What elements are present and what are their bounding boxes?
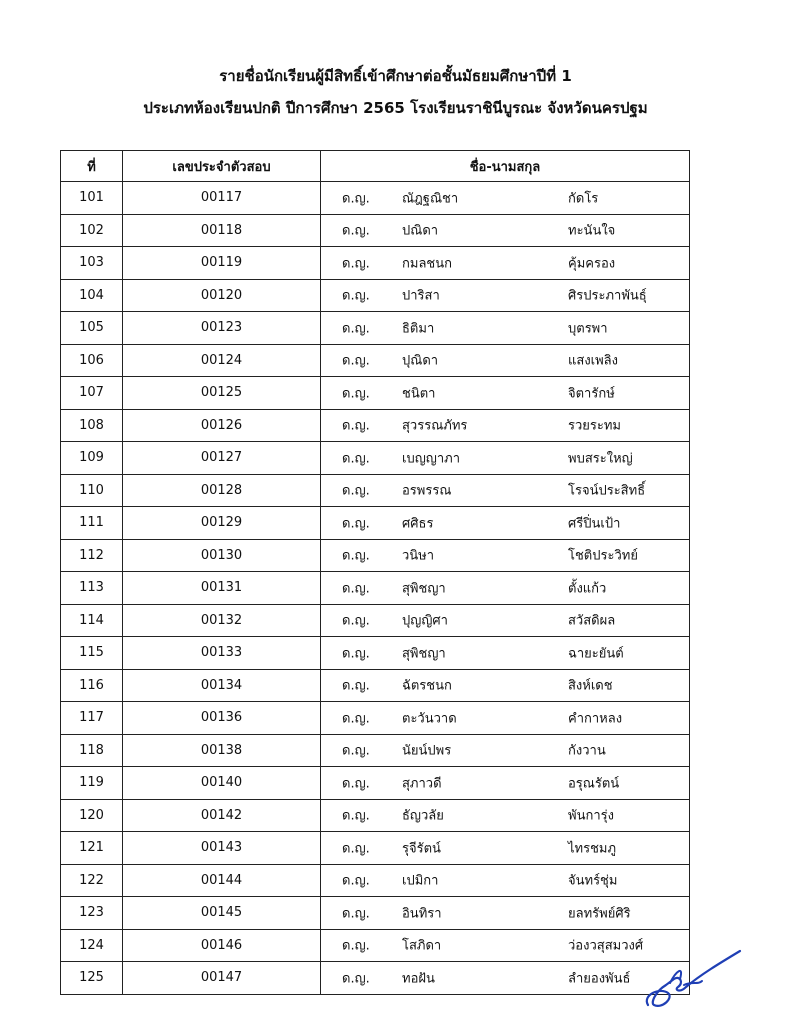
row-last-name: ศรีปิ่นเป้า: [568, 516, 621, 532]
row-exam-id: 00140: [123, 767, 321, 800]
row-exam-id: 00143: [123, 832, 321, 865]
row-prefix: ด.ญ.: [342, 613, 370, 629]
row-first-name: ปาริสา: [402, 288, 440, 304]
row-no: 117: [61, 702, 123, 735]
row-name-cell: [321, 474, 690, 507]
row-first-name: ณัฎฐณิชา: [402, 191, 459, 207]
table-row: [61, 377, 690, 410]
row-prefix: ด.ญ.: [342, 841, 370, 857]
row-no: 119: [61, 767, 123, 800]
row-prefix: ด.ญ.: [342, 678, 370, 694]
row-no: 104: [61, 279, 123, 312]
header-row: [61, 151, 690, 182]
row-first-name: ฉัตรชนก: [402, 678, 452, 694]
row-no: 101: [61, 182, 123, 215]
row-first-name: อินทิรา: [402, 906, 442, 922]
row-exam-id: 00120: [123, 279, 321, 312]
row-last-name: ทะนันใจ: [568, 223, 616, 239]
row-last-name: ศิรประภาพันธุ์: [568, 288, 647, 304]
row-no: 111: [61, 507, 123, 540]
table-body: [61, 182, 690, 995]
table-row: [61, 799, 690, 832]
row-no: 103: [61, 247, 123, 280]
row-name-cell: [321, 182, 690, 215]
row-exam-id: 00129: [123, 507, 321, 540]
row-name-cell: [321, 702, 690, 735]
row-prefix: ด.ญ.: [342, 971, 370, 987]
row-exam-id: 00127: [123, 442, 321, 475]
table-row: [61, 767, 690, 800]
row-prefix: ด.ญ.: [342, 711, 370, 727]
row-prefix: ด.ญ.: [342, 776, 370, 792]
row-last-name: อรุณรัตน์: [568, 776, 620, 792]
row-first-name: นัยน์ปพร: [402, 743, 452, 759]
row-last-name: ตั้งแก้ว: [568, 581, 607, 597]
row-last-name: ว่องวสุสมวงศ์: [568, 938, 644, 954]
row-prefix: ด.ญ.: [342, 353, 370, 369]
row-name-cell: [321, 409, 690, 442]
row-exam-id: 00146: [123, 929, 321, 962]
row-first-name: สุวรรณภัทร: [402, 418, 468, 434]
row-exam-id: 00130: [123, 539, 321, 572]
row-first-name: เบญญาภา: [402, 451, 461, 467]
row-name-cell: [321, 572, 690, 605]
table-row: [61, 669, 690, 702]
row-prefix: ด.ญ.: [342, 386, 370, 402]
table-row: [61, 442, 690, 475]
row-first-name: สุพิชญา: [402, 581, 446, 597]
row-name-cell: [321, 669, 690, 702]
row-name-cell: [321, 279, 690, 312]
row-prefix: ด.ญ.: [342, 808, 370, 824]
table-row: [61, 182, 690, 215]
row-name-cell: [321, 832, 690, 865]
row-prefix: ด.ญ.: [342, 256, 370, 272]
row-last-name: สิงห์เดช: [568, 678, 613, 694]
row-no: 110: [61, 474, 123, 507]
row-no: 121: [61, 832, 123, 865]
row-prefix: ด.ญ.: [342, 451, 370, 467]
row-exam-id: 00119: [123, 247, 321, 280]
row-prefix: ด.ญ.: [342, 743, 370, 759]
row-no: 122: [61, 864, 123, 897]
row-first-name: วนิษา: [402, 548, 435, 564]
row-last-name: กังวาน: [568, 743, 606, 759]
row-last-name: ลำยองพันธ์: [568, 971, 631, 987]
row-name-cell: [321, 637, 690, 670]
row-first-name: ชนิตา: [402, 386, 436, 402]
row-exam-id: 00134: [123, 669, 321, 702]
row-no: 106: [61, 344, 123, 377]
row-name-cell: [321, 539, 690, 572]
row-name-cell: [321, 929, 690, 962]
row-prefix: ด.ญ.: [342, 483, 370, 499]
row-exam-id: 00138: [123, 734, 321, 767]
row-prefix: ด.ญ.: [342, 548, 370, 564]
row-first-name: ปุญญิศา: [402, 613, 448, 629]
row-prefix: ด.ญ.: [342, 418, 370, 434]
row-first-name: ธัญวลัย: [402, 808, 444, 824]
row-exam-id: 00132: [123, 604, 321, 637]
row-exam-id: 00123: [123, 312, 321, 345]
row-last-name: คำกาหลง: [568, 711, 623, 727]
table-row: [61, 572, 690, 605]
row-no: 113: [61, 572, 123, 605]
table-row: [61, 279, 690, 312]
row-first-name: โสภิดา: [402, 938, 442, 954]
student-list-table: [60, 150, 690, 995]
table-header: [61, 151, 690, 182]
row-exam-id: 00124: [123, 344, 321, 377]
row-no: 123: [61, 897, 123, 930]
row-prefix: ด.ญ.: [342, 321, 370, 337]
table-row: [61, 312, 690, 345]
table-row: [61, 702, 690, 735]
row-first-name: ธิติมา: [402, 321, 435, 337]
row-exam-id: 00144: [123, 864, 321, 897]
row-first-name: ทอฝัน: [402, 971, 435, 987]
row-first-name: สุพิชญา: [402, 646, 446, 662]
row-last-name: สวัสดิผล: [568, 613, 616, 629]
row-exam-id: 00142: [123, 799, 321, 832]
row-no: 120: [61, 799, 123, 832]
row-first-name: ศศิธร: [402, 516, 434, 532]
row-exam-id: 00145: [123, 897, 321, 930]
row-no: 107: [61, 377, 123, 410]
row-no: 112: [61, 539, 123, 572]
header-exam-id: เลขประจำตัวสอบ: [123, 151, 321, 182]
row-first-name: กมลชนก: [402, 256, 452, 272]
row-first-name: สุภาวดี: [402, 776, 442, 792]
row-prefix: ด.ญ.: [342, 873, 370, 889]
row-exam-id: 00125: [123, 377, 321, 410]
row-name-cell: [321, 507, 690, 540]
row-name-cell: [321, 214, 690, 247]
row-name-cell: [321, 767, 690, 800]
row-first-name: ปุณิดา: [402, 353, 439, 369]
row-last-name: พันการุ่ง: [568, 808, 614, 824]
table-row: [61, 247, 690, 280]
row-last-name: ไทรชมภู: [568, 841, 617, 857]
row-exam-id: 00133: [123, 637, 321, 670]
row-prefix: ด.ญ.: [342, 516, 370, 532]
table-row: [61, 832, 690, 865]
row-name-cell: [321, 344, 690, 377]
row-name-cell: [321, 799, 690, 832]
row-prefix: ด.ญ.: [342, 938, 370, 954]
row-name-cell: [321, 864, 690, 897]
row-no: 114: [61, 604, 123, 637]
row-last-name: คุ้มครอง: [568, 256, 616, 272]
row-no: 115: [61, 637, 123, 670]
row-last-name: แสงเพลิง: [568, 353, 618, 369]
table-row: [61, 539, 690, 572]
row-name-cell: [321, 377, 690, 410]
row-no: 109: [61, 442, 123, 475]
row-last-name: จิตารักษ์: [568, 386, 615, 402]
row-no: 125: [61, 962, 123, 995]
row-exam-id: 00136: [123, 702, 321, 735]
row-first-name: ปณิดา: [402, 223, 439, 239]
table-row: [61, 637, 690, 670]
row-exam-id: 00128: [123, 474, 321, 507]
row-exam-id: 00147: [123, 962, 321, 995]
row-exam-id: 00118: [123, 214, 321, 247]
row-prefix: ด.ญ.: [342, 646, 370, 662]
row-exam-id: 00117: [123, 182, 321, 215]
row-name-cell: [321, 897, 690, 930]
row-prefix: ด.ญ.: [342, 581, 370, 597]
row-exam-id: 00126: [123, 409, 321, 442]
handwritten-signature: [640, 935, 750, 1015]
row-prefix: ด.ญ.: [342, 223, 370, 239]
table-row: [61, 864, 690, 897]
row-name-cell: [321, 734, 690, 767]
table-row: [61, 929, 690, 962]
row-exam-id: 00131: [123, 572, 321, 605]
row-name-cell: [321, 604, 690, 637]
table-row: [61, 409, 690, 442]
table-row: [61, 962, 690, 995]
row-no: 105: [61, 312, 123, 345]
row-no: 124: [61, 929, 123, 962]
row-last-name: รวยระทม: [568, 418, 622, 434]
row-first-name: ตะวันวาด: [402, 711, 457, 727]
row-first-name: อรพรรณ: [402, 483, 452, 499]
row-last-name: โรจน์ประสิทธิ์: [568, 483, 646, 499]
row-name-cell: [321, 962, 690, 995]
table-row: [61, 734, 690, 767]
table-row: [61, 214, 690, 247]
row-no: 102: [61, 214, 123, 247]
header-name: ชื่อ-นามสกุล: [321, 151, 690, 182]
header-no: ที่: [61, 151, 123, 182]
row-prefix: ด.ญ.: [342, 191, 370, 207]
row-last-name: พบสระใหญ่: [568, 451, 633, 467]
table-row: [61, 344, 690, 377]
table-row: [61, 507, 690, 540]
row-first-name: เปมิกา: [402, 873, 439, 889]
row-no: 118: [61, 734, 123, 767]
row-no: 116: [61, 669, 123, 702]
table-row: [61, 474, 690, 507]
document-title: รายชื่อนักเรียนผู้มีสิทธิ์เข้าศึกษาต่อชั้นมัธยมศึกษาปีที่ 1: [219, 67, 572, 85]
row-prefix: ด.ญ.: [342, 906, 370, 922]
row-last-name: บุตรพา: [568, 321, 608, 337]
row-no: 108: [61, 409, 123, 442]
row-last-name: ยลทรัพย์ศิริ: [568, 906, 631, 922]
row-last-name: โชติประวิทย์: [568, 548, 638, 564]
row-first-name: รุจีรัตน์: [402, 841, 441, 857]
row-prefix: ด.ญ.: [342, 288, 370, 304]
row-last-name: กัดโร: [568, 191, 599, 207]
row-last-name: จันทร์ชุ่ม: [568, 873, 618, 889]
table-row: [61, 897, 690, 930]
document-subtitle: ประเภทห้องเรียนปกติ ปีการศึกษา 2565 โรงเรียนราชินีบูรณะ จังหวัดนครปฐม: [143, 99, 648, 117]
row-name-cell: [321, 247, 690, 280]
table-row: [61, 604, 690, 637]
row-name-cell: [321, 442, 690, 475]
row-name-cell: [321, 312, 690, 345]
row-last-name: ฉายะยันต์: [568, 646, 624, 662]
